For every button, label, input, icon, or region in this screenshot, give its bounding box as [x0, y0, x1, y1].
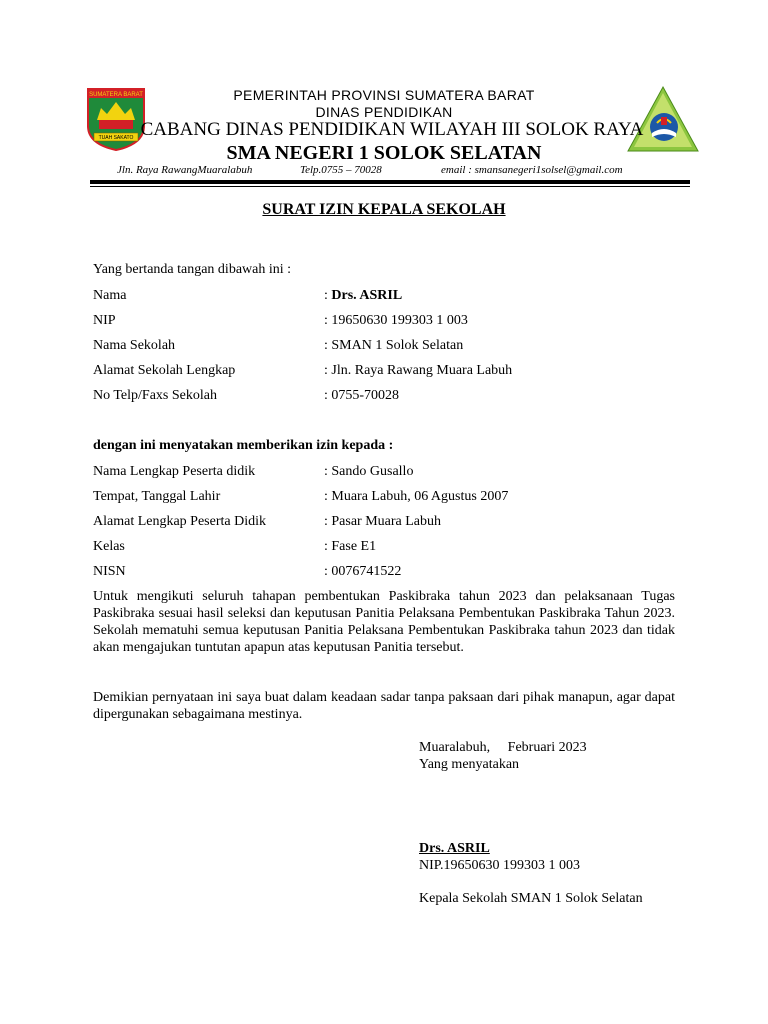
field-label-nip: NIP: [93, 313, 116, 328]
body-paragraph-2: Demikian pernyataan ini saya buat dalam keadaan sadar tanpa paksaan dari pihak manapun, agar dapat dipergunakan sebagaimana mestinya.: [93, 690, 675, 722]
school-name: SMA NEGERI 1 SOLOK SELATAN: [226, 142, 542, 164]
signature-role: Yang menyatakan: [419, 757, 520, 772]
header-branch: CABANG DINAS PENDIDIKAN WILAYAH III SOLOK RAYA: [140, 119, 644, 140]
field-label-birth: Tempat, Tanggal Lahir: [93, 489, 221, 504]
header-province: PEMERINTAH PROVINSI SUMATERA BARAT: [233, 87, 535, 103]
header-phone: Telp.0755 – 70028: [300, 164, 382, 176]
field-value-class: : Fase E1: [324, 539, 377, 554]
header-office: DINAS PENDIDIKAN: [315, 104, 453, 120]
field-value-phone: : 0755-70028: [324, 388, 400, 403]
field-label-phone: No Telp/Faxs Sekolah: [93, 388, 217, 403]
header-email: email : smansanegeri1solsel@gmail.com: [441, 164, 623, 176]
signature-nip: NIP.19650630 199303 1 003: [419, 858, 581, 873]
statement-text: dengan ini menyatakan memberikan izin kepada :: [93, 438, 394, 453]
field-label-nama: Nama: [93, 288, 127, 303]
field-label-nisn: NISN: [93, 564, 126, 579]
field-value-nisn: : 0076741522: [324, 564, 402, 579]
field-label-class: Kelas: [93, 539, 125, 554]
signature-position: Kepala Sekolah SMAN 1 Solok Selatan: [419, 891, 643, 906]
signature-place-date: Muaralabuh, Februari 2023: [419, 740, 587, 755]
field-value-birth: : Muara Labuh, 06 Agustus 2007: [324, 489, 509, 504]
intro-text: Yang bertanda tangan dibawah ini :: [93, 262, 292, 277]
header-address: Jln. Raya RawangMuaralabuh: [117, 164, 253, 176]
field-value-student-address: : Pasar Muara Labuh: [324, 514, 442, 529]
field-value-school-address: : Jln. Raya Rawang Muara Labuh: [324, 363, 513, 378]
signature-name: Drs. ASRIL: [419, 841, 490, 856]
field-label-student-address: Alamat Lengkap Peserta Didik: [93, 514, 267, 529]
letter-title: SURAT IZIN KEPALA SEKOLAH: [262, 201, 506, 218]
field-value-nama: : Drs. ASRIL: [324, 288, 403, 303]
logo-top-text: SUMATERA BARAT: [89, 92, 143, 98]
field-value-nip: : 19650630 199303 1 003: [324, 313, 468, 328]
field-label-school: Nama Sekolah: [93, 338, 176, 353]
field-value-school: : SMAN 1 Solok Selatan: [324, 338, 464, 353]
field-value-student-name: : Sando Gusallo: [324, 464, 414, 479]
logo-ribbon-text: TUAH SAKATO: [98, 135, 134, 141]
header-divider-thick: [90, 180, 690, 184]
field-label-student-name: Nama Lengkap Peserta didik: [93, 464, 256, 479]
body-paragraph-1: Untuk mengikuti seluruh tahapan pembentukan Paskibraka tahun 2023 dan pelaksanaan Tugas Paskibraka sesuai hasil seleksi dan keputusan Panitia Pelaksana Pembentukan Paskibraka Tahun 2023. Sekolah mematuhi semua keputusan Panitia Pelaksana Pembentukan Paskibraka tahun 2023 dan tidak akan mengajukan tuntutan apapun atas keputusan Panitia tersebut.: [93, 589, 675, 655]
field-label-school-address: Alamat Sekolah Lengkap: [93, 363, 236, 378]
header-divider-thin: [90, 186, 690, 187]
